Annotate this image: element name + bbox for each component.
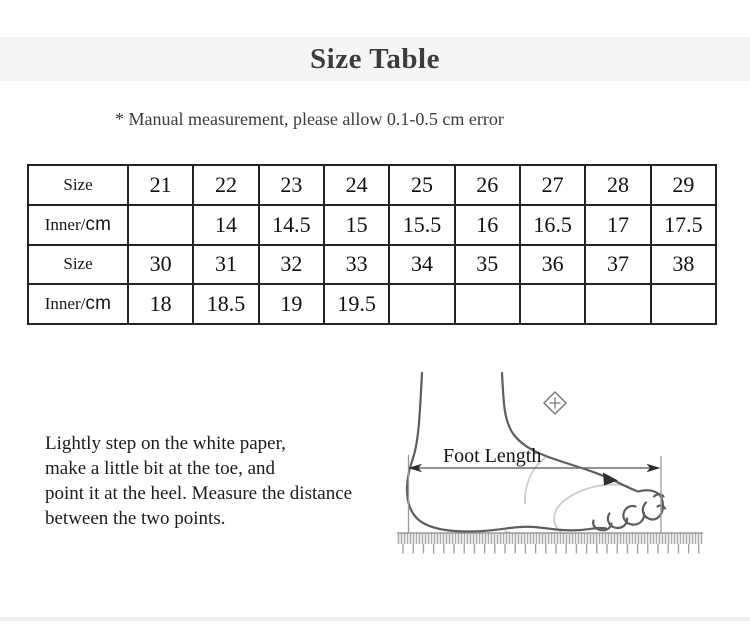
row-header-label: Inner/ [44, 294, 86, 314]
arrowhead-left [408, 464, 422, 472]
page-title: Size Table [310, 43, 440, 75]
ruler [397, 533, 703, 555]
size-cell: 29 [651, 165, 716, 205]
size-cell: 38 [651, 245, 716, 285]
inner-cm-cell: 16.5 [520, 205, 585, 245]
inner-cm-cell [128, 205, 193, 245]
foot-length-label: Foot Length [443, 445, 542, 467]
size-cell: 27 [520, 165, 585, 205]
instruction-line: between the two points. [45, 508, 226, 529]
size-cell: 36 [520, 245, 585, 285]
inner-cm-cell: 19.5 [324, 284, 389, 324]
inner-cm-cell: 17.5 [651, 205, 716, 245]
size-cell: 37 [585, 245, 650, 285]
instep-arrow-icon [603, 473, 618, 486]
inner-cm-cell: 19 [259, 284, 324, 324]
size-cell: 31 [193, 245, 258, 285]
table-row [28, 284, 716, 324]
inner-cm-cell: 14 [193, 205, 258, 245]
instruction-line: point it at the heel. Measure the distance [45, 483, 353, 504]
inner-cm-cell: 18.5 [193, 284, 258, 324]
inner-cm-cell [651, 284, 716, 324]
instruction-line: make a little bit at the toe, and [45, 458, 276, 479]
diamond-plus-icon [544, 392, 566, 414]
row-header-unit: cm [85, 213, 112, 235]
size-table [27, 164, 717, 325]
row-header-cell [28, 284, 128, 324]
inner-cm-cell: 16 [455, 205, 520, 245]
inner-cm-cell: 15 [324, 205, 389, 245]
size-cell: 21 [128, 165, 193, 205]
size-cell: 34 [389, 245, 454, 285]
row-header-unit: cm [85, 293, 112, 315]
bottom-separator [0, 617, 750, 621]
instruction-line: Lightly step on the white paper, [45, 433, 286, 454]
inner-cm-cell: 14.5 [259, 205, 324, 245]
table-row [28, 165, 716, 205]
row-header-label: Inner/ [44, 214, 86, 234]
table-row [28, 245, 716, 285]
size-cell: 26 [455, 165, 520, 205]
size-cell: 24 [324, 165, 389, 205]
inner-cm-cell [585, 284, 650, 324]
row-header-cell [28, 165, 128, 205]
size-cell: 33 [324, 245, 389, 285]
measurement-note: * Manual measurement, please allow 0.1-0.5 cm error [115, 109, 504, 129]
size-cell: 32 [259, 245, 324, 285]
size-cell: 35 [455, 245, 520, 285]
arrowhead-right [647, 464, 661, 472]
inner-cm-cell [455, 284, 520, 324]
size-cell: 23 [259, 165, 324, 205]
row-header-cell [28, 205, 128, 245]
table-row [28, 205, 716, 245]
size-cell: 28 [585, 165, 650, 205]
size-cell: 25 [389, 165, 454, 205]
row-header-label: Size [63, 254, 93, 274]
row-header-cell [28, 245, 128, 285]
inner-cm-cell: 17 [585, 205, 650, 245]
inner-cm-cell: 15.5 [389, 205, 454, 245]
measuring-instructions [45, 431, 352, 531]
inner-cm-cell: 18 [128, 284, 193, 324]
foot-inner-lines [505, 458, 628, 538]
inner-cm-cell [389, 284, 454, 324]
inner-cm-cell [520, 284, 585, 324]
size-cell: 30 [128, 245, 193, 285]
title-band [0, 37, 750, 81]
row-header-label: Size [63, 174, 93, 194]
size-cell: 22 [193, 165, 258, 205]
